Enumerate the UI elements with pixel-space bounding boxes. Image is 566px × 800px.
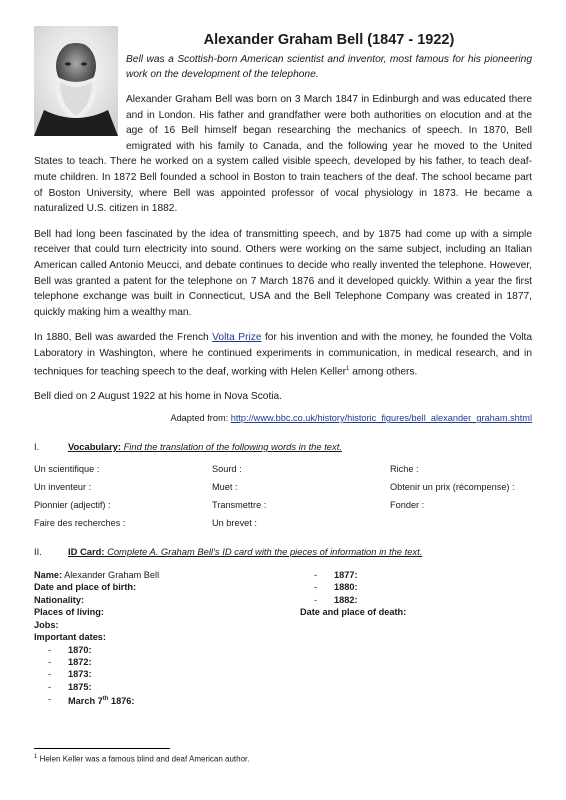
date-item bbox=[314, 594, 406, 606]
section-2-number: II. bbox=[34, 546, 42, 558]
source-link[interactable]: http://www.bbc.co.uk/history/historic_figures/bell_alexander_graham.shtml bbox=[230, 413, 532, 424]
date-label: 1870: bbox=[68, 644, 92, 655]
date-label: 1875: bbox=[68, 681, 92, 692]
vocab-item: Muet : bbox=[212, 482, 238, 493]
footnote-ref: 1 bbox=[346, 365, 350, 372]
date-item bbox=[48, 681, 300, 693]
vocab-item: Riche : bbox=[390, 464, 419, 475]
vocab-item bbox=[390, 518, 532, 528]
section-2-title bbox=[68, 546, 422, 557]
date-item bbox=[48, 656, 300, 668]
dates-list-right bbox=[300, 569, 406, 606]
date-item bbox=[48, 644, 300, 656]
section-1-title bbox=[68, 441, 342, 452]
death-row bbox=[300, 606, 406, 618]
paragraph-3-end: among others. bbox=[349, 365, 418, 377]
dash: - bbox=[48, 694, 52, 705]
vocab-item: Un brevet : bbox=[212, 518, 257, 529]
vocab-item: Un inventeur : bbox=[34, 482, 92, 493]
volta-prize-link[interactable]: Volta Prize bbox=[212, 332, 262, 344]
section-1-number: I. bbox=[34, 441, 40, 453]
paragraph-4: Bell died on 2 August 1922 at his home in Nova Scotia. bbox=[34, 391, 283, 403]
date-label: 1872: bbox=[68, 656, 92, 667]
dash: - bbox=[48, 681, 52, 692]
page-title: Alexander Graham Bell (1847 - 1922) bbox=[203, 32, 455, 48]
nationality-row bbox=[34, 594, 300, 606]
vocab-item: Faire des recherches : bbox=[34, 518, 126, 529]
paragraph-3-start: In 1880, Bell was awarded the French bbox=[34, 332, 213, 344]
march-rest: 1876: bbox=[108, 696, 135, 707]
death-label: Date and place of death: bbox=[300, 607, 407, 618]
jobs-label: Jobs: bbox=[34, 619, 59, 630]
date-label: 1882: bbox=[334, 594, 358, 605]
march-label: March 7 bbox=[68, 696, 103, 707]
date-item bbox=[48, 668, 300, 680]
paragraph-3 bbox=[34, 330, 532, 379]
intro-text: Bell was a Scottish-born American scientist and inventor, most famous for his pioneering work on the development of the telephone. bbox=[126, 54, 532, 80]
dates-list-left bbox=[34, 644, 300, 708]
birth-row bbox=[34, 581, 300, 593]
date-item bbox=[314, 569, 406, 581]
places-label: Places of living: bbox=[34, 607, 104, 618]
date-label: 1880: bbox=[334, 582, 358, 593]
vocab-item: Fonder : bbox=[390, 500, 425, 511]
footnote bbox=[34, 754, 249, 764]
jobs-row bbox=[34, 619, 300, 631]
date-label: 1873: bbox=[68, 669, 92, 680]
vocab-item: Un scientifique : bbox=[34, 464, 100, 475]
vocab-item: Pionnier (adjectif) : bbox=[34, 500, 111, 511]
section-2-header bbox=[34, 546, 532, 557]
worksheet-page bbox=[34, 26, 532, 708]
section-1-instruction: Find the translation of the following words in the text. bbox=[120, 441, 342, 453]
date-item bbox=[314, 581, 406, 593]
footnote-divider bbox=[34, 748, 170, 749]
name-row bbox=[34, 569, 300, 581]
source-label: Adapted from: bbox=[170, 413, 231, 424]
dash: - bbox=[48, 644, 52, 655]
name-value: Alexander Graham Bell bbox=[62, 570, 160, 581]
dash: - bbox=[48, 669, 52, 680]
section-2-instruction: Complete A. Graham Bell’s ID card with the pieces of information in the text. bbox=[104, 546, 423, 558]
section-1-header bbox=[34, 441, 532, 452]
date-label: 1877: bbox=[334, 570, 358, 581]
birth-label: Date and place of birth: bbox=[34, 582, 137, 593]
date-label bbox=[68, 693, 134, 707]
section-1-heading: Vocabulary: bbox=[68, 441, 121, 453]
paragraph-2: Bell had long been fascinated by the idea of transmitting speech, and by 1875 had come up with a simple receiver that could turn electricity into sound. Others were working on the same subject, including an Italian American called Antonio Meucci, and debate continues to decide who really invented the telephone. However, Bell was granted a patent for the telephone on 7 March 1876 and it developed quickly. Within a year the first telephone exchange was built in Connecticut, USA and the Bell Telephone Company was created in 1877, quickly making him a wealthy man. bbox=[34, 228, 532, 318]
vocab-item: Transmettre : bbox=[212, 500, 267, 511]
paragraph-1: Alexander Graham Bell was born on 3 March 1847 in Edinburgh and was educated there and in London. His father and grandfather were both authorities on elocution and at the age of 16 Bell himself began researching the mechanics of speech. In 1870, Bell emigrated with his family to Canada, and the following year he moved to the United States to teach. There he worked on a system called visible speech, developed by his father, to teach deaf-mute children. In 1872 Bell founded a school in Boston to train teachers of the deaf. The school became part of Boston University, where Bell was appointed professor of vocal physiology in 1873. He became a naturalized U.S. citizen in 1882. bbox=[34, 94, 532, 215]
portrait-image bbox=[34, 26, 118, 136]
vocab-item: Sourd : bbox=[212, 464, 242, 475]
dash: - bbox=[314, 570, 318, 581]
vocabulary-grid bbox=[34, 464, 532, 528]
dash: - bbox=[314, 582, 318, 593]
section-2-heading: ID Card: bbox=[68, 546, 105, 558]
source-line bbox=[34, 413, 532, 423]
id-card bbox=[34, 569, 532, 708]
date-item bbox=[48, 693, 300, 707]
footnote-text: Helen Keller was a famous blind and deaf American author. bbox=[37, 754, 250, 764]
footnote-number: 1 bbox=[34, 754, 38, 760]
dates-label: Important dates: bbox=[34, 632, 106, 643]
dash: - bbox=[314, 594, 318, 605]
dates-row bbox=[34, 631, 300, 643]
march-sup: th bbox=[102, 696, 109, 703]
nationality-label: Nationality: bbox=[34, 594, 85, 605]
name-label: Name: bbox=[34, 570, 63, 581]
id-card-right bbox=[300, 569, 406, 708]
vocab-item: Obtenir un prix (récompense) : bbox=[390, 482, 515, 493]
dash: - bbox=[48, 656, 52, 667]
paragraph-3-middle: for his invention and with the money, he founded the Volta Laboratory in Washington, where he continued experiments in communication, in medical research, and in techniques for teaching speech to the deaf, working with Helen Keller bbox=[34, 332, 533, 377]
id-card-left bbox=[34, 569, 300, 708]
places-row bbox=[34, 606, 300, 618]
